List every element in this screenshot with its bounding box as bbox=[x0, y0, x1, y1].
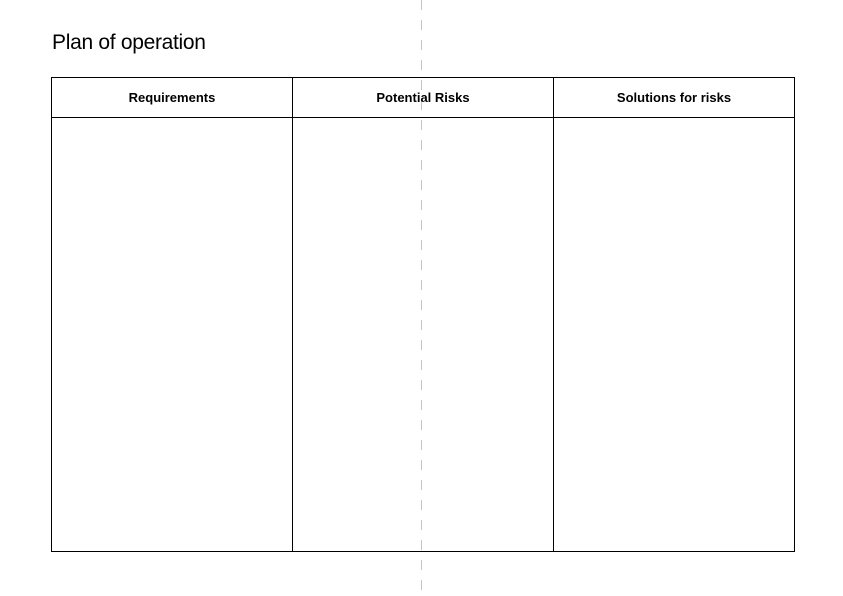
potential-risks-cell[interactable] bbox=[293, 118, 554, 552]
page-title: Plan of operation bbox=[52, 31, 206, 54]
requirements-cell[interactable] bbox=[52, 118, 293, 552]
table-header-row bbox=[52, 78, 795, 118]
column-header-requirements: Requirements bbox=[52, 78, 293, 118]
table-row bbox=[52, 118, 795, 552]
column-header-potential-risks: Potential Risks bbox=[293, 78, 554, 118]
solutions-cell[interactable] bbox=[554, 118, 795, 552]
plan-table bbox=[51, 77, 795, 552]
column-header-solutions: Solutions for risks bbox=[554, 78, 795, 118]
